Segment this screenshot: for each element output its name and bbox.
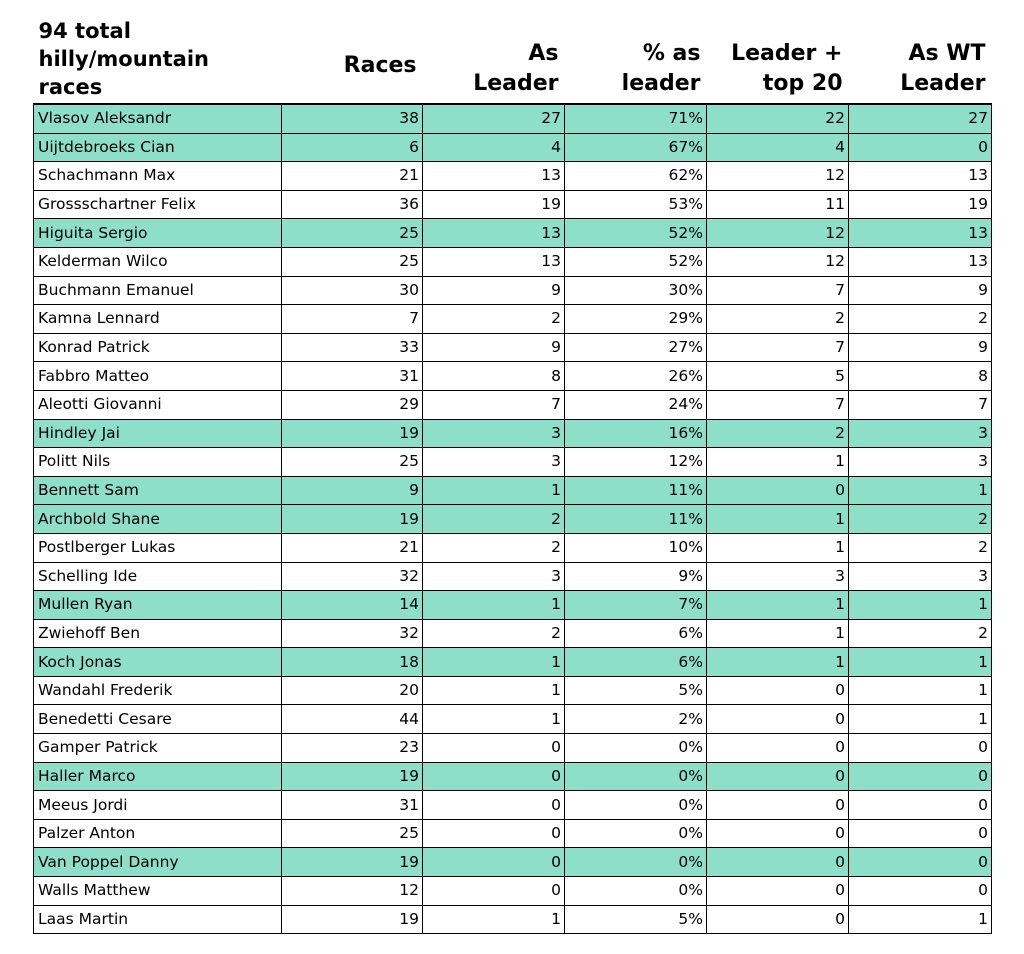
cell-pct-leader: 27% bbox=[565, 333, 707, 362]
cell-pct-leader: 5% bbox=[565, 905, 707, 934]
cell-wt-leader: 27 bbox=[849, 104, 992, 133]
cell-pct-leader: 6% bbox=[565, 619, 707, 648]
cell-rider-name: Wandahl Frederik bbox=[34, 676, 282, 705]
cell-races: 38 bbox=[282, 104, 423, 133]
cell-pct-leader: 9% bbox=[565, 562, 707, 591]
header-wt-leader-line-1: As WT bbox=[908, 41, 986, 66]
cell-as-leader: 0 bbox=[423, 762, 565, 791]
cell-as-leader: 0 bbox=[423, 819, 565, 848]
cell-leader-top20: 1 bbox=[707, 505, 849, 534]
cell-pct-leader: 71% bbox=[565, 104, 707, 133]
cell-leader-top20: 0 bbox=[707, 476, 849, 505]
table-row bbox=[34, 734, 992, 763]
cell-wt-leader: 3 bbox=[849, 419, 992, 448]
cell-rider-name: Meeus Jordi bbox=[34, 791, 282, 820]
cell-races: 19 bbox=[282, 848, 423, 877]
cell-wt-leader: 1 bbox=[849, 676, 992, 705]
cell-as-leader: 1 bbox=[423, 676, 565, 705]
table-row bbox=[34, 390, 992, 419]
cell-rider-name: Archbold Shane bbox=[34, 505, 282, 534]
cell-rider-name: Uijtdebroeks Cian bbox=[34, 133, 282, 162]
cell-races: 20 bbox=[282, 676, 423, 705]
cell-pct-leader: 0% bbox=[565, 819, 707, 848]
cell-leader-top20: 12 bbox=[707, 247, 849, 276]
cell-races: 9 bbox=[282, 476, 423, 505]
cell-leader-top20: 0 bbox=[707, 905, 849, 934]
header-title-line-1: 94 total bbox=[38, 19, 131, 43]
cell-leader-top20: 2 bbox=[707, 305, 849, 334]
cell-pct-leader: 12% bbox=[565, 448, 707, 477]
cell-races: 32 bbox=[282, 619, 423, 648]
cell-pct-leader: 0% bbox=[565, 791, 707, 820]
cell-as-leader: 9 bbox=[423, 333, 565, 362]
header-row bbox=[34, 8, 992, 104]
cell-rider-name: Kamna Lennard bbox=[34, 305, 282, 334]
table-row bbox=[34, 104, 992, 133]
cell-as-leader: 2 bbox=[423, 533, 565, 562]
cell-rider-name: Gamper Patrick bbox=[34, 734, 282, 763]
cell-pct-leader: 29% bbox=[565, 305, 707, 334]
cell-as-leader: 1 bbox=[423, 905, 565, 934]
cell-pct-leader: 11% bbox=[565, 505, 707, 534]
cell-rider-name: Haller Marco bbox=[34, 762, 282, 791]
cell-pct-leader: 0% bbox=[565, 877, 707, 906]
table-row bbox=[34, 305, 992, 334]
cell-pct-leader: 26% bbox=[565, 362, 707, 391]
table-row bbox=[34, 791, 992, 820]
cell-leader-top20: 0 bbox=[707, 848, 849, 877]
table-row bbox=[34, 533, 992, 562]
cell-races: 25 bbox=[282, 219, 423, 248]
cell-races: 31 bbox=[282, 791, 423, 820]
cell-as-leader: 13 bbox=[423, 219, 565, 248]
cell-as-leader: 1 bbox=[423, 648, 565, 677]
cell-as-leader: 13 bbox=[423, 162, 565, 191]
cell-leader-top20: 3 bbox=[707, 562, 849, 591]
cell-rider-name: Konrad Patrick bbox=[34, 333, 282, 362]
spreadsheet bbox=[33, 8, 991, 934]
cell-races: 36 bbox=[282, 190, 423, 219]
header-title-line-2: hilly/mountain bbox=[38, 47, 209, 71]
cell-pct-leader: 62% bbox=[565, 162, 707, 191]
cell-races: 25 bbox=[282, 448, 423, 477]
cell-leader-top20: 0 bbox=[707, 676, 849, 705]
cell-wt-leader: 1 bbox=[849, 476, 992, 505]
cell-races: 7 bbox=[282, 305, 423, 334]
cell-rider-name: Van Poppel Danny bbox=[34, 848, 282, 877]
cell-races: 14 bbox=[282, 591, 423, 620]
header-as-leader bbox=[423, 8, 565, 104]
header-leader-top20 bbox=[707, 8, 849, 104]
cell-as-leader: 3 bbox=[423, 419, 565, 448]
cell-pct-leader: 11% bbox=[565, 476, 707, 505]
table-row bbox=[34, 705, 992, 734]
cell-races: 23 bbox=[282, 734, 423, 763]
cell-pct-leader: 0% bbox=[565, 848, 707, 877]
cell-as-leader: 0 bbox=[423, 734, 565, 763]
cell-rider-name: Vlasov Aleksandr bbox=[34, 104, 282, 133]
cell-pct-leader: 52% bbox=[565, 247, 707, 276]
cell-races: 19 bbox=[282, 762, 423, 791]
table-row bbox=[34, 219, 992, 248]
cell-wt-leader: 1 bbox=[849, 591, 992, 620]
cell-as-leader: 27 bbox=[423, 104, 565, 133]
cell-wt-leader: 2 bbox=[849, 619, 992, 648]
cell-rider-name: Aleotti Giovanni bbox=[34, 390, 282, 419]
table-row bbox=[34, 676, 992, 705]
cell-leader-top20: 1 bbox=[707, 448, 849, 477]
cell-wt-leader: 0 bbox=[849, 877, 992, 906]
header-title-line-3: races bbox=[38, 75, 103, 99]
cell-pct-leader: 53% bbox=[565, 190, 707, 219]
cell-rider-name: Fabbro Matteo bbox=[34, 362, 282, 391]
cell-rider-name: Kelderman Wilco bbox=[34, 247, 282, 276]
header-leader-top20-line-2: top 20 bbox=[762, 71, 843, 96]
cell-as-leader: 2 bbox=[423, 505, 565, 534]
cell-leader-top20: 1 bbox=[707, 648, 849, 677]
cell-rider-name: Palzer Anton bbox=[34, 819, 282, 848]
table-row bbox=[34, 247, 992, 276]
cell-races: 19 bbox=[282, 905, 423, 934]
table-row bbox=[34, 419, 992, 448]
table-row bbox=[34, 848, 992, 877]
cell-pct-leader: 5% bbox=[565, 676, 707, 705]
cell-wt-leader: 1 bbox=[849, 648, 992, 677]
cell-as-leader: 4 bbox=[423, 133, 565, 162]
cell-leader-top20: 0 bbox=[707, 791, 849, 820]
cell-rider-name: Benedetti Cesare bbox=[34, 705, 282, 734]
cell-wt-leader: 3 bbox=[849, 448, 992, 477]
cell-wt-leader: 1 bbox=[849, 905, 992, 934]
table-row bbox=[34, 276, 992, 305]
cell-wt-leader: 0 bbox=[849, 848, 992, 877]
cell-wt-leader: 13 bbox=[849, 162, 992, 191]
cell-as-leader: 0 bbox=[423, 877, 565, 906]
cell-rider-name: Zwiehoff Ben bbox=[34, 619, 282, 648]
cell-as-leader: 13 bbox=[423, 247, 565, 276]
cell-wt-leader: 7 bbox=[849, 390, 992, 419]
table-row bbox=[34, 133, 992, 162]
cell-races: 21 bbox=[282, 162, 423, 191]
header-races-label: Races bbox=[343, 53, 417, 78]
cell-as-leader: 8 bbox=[423, 362, 565, 391]
header-pct-leader bbox=[565, 8, 707, 104]
cell-rider-name: Buchmann Emanuel bbox=[34, 276, 282, 305]
cell-rider-name: Koch Jonas bbox=[34, 648, 282, 677]
cell-leader-top20: 0 bbox=[707, 877, 849, 906]
header-leader-top20-line-1: Leader + bbox=[731, 41, 843, 66]
cell-races: 6 bbox=[282, 133, 423, 162]
cell-races: 19 bbox=[282, 505, 423, 534]
table-row bbox=[34, 476, 992, 505]
table-row bbox=[34, 877, 992, 906]
table-row bbox=[34, 333, 992, 362]
cell-as-leader: 7 bbox=[423, 390, 565, 419]
cell-as-leader: 2 bbox=[423, 619, 565, 648]
cell-wt-leader: 0 bbox=[849, 762, 992, 791]
header-wt-leader bbox=[849, 8, 992, 104]
cell-wt-leader: 2 bbox=[849, 505, 992, 534]
cell-wt-leader: 13 bbox=[849, 247, 992, 276]
cell-rider-name: Politt Nils bbox=[34, 448, 282, 477]
cell-leader-top20: 1 bbox=[707, 619, 849, 648]
cell-rider-name: Mullen Ryan bbox=[34, 591, 282, 620]
cell-rider-name: Walls Matthew bbox=[34, 877, 282, 906]
table-row bbox=[34, 162, 992, 191]
cell-as-leader: 9 bbox=[423, 276, 565, 305]
cell-rider-name: Grossschartner Felix bbox=[34, 190, 282, 219]
cell-as-leader: 19 bbox=[423, 190, 565, 219]
table-row bbox=[34, 562, 992, 591]
header-pct-leader-line-1: % as bbox=[642, 41, 701, 66]
cell-pct-leader: 16% bbox=[565, 419, 707, 448]
cell-as-leader: 1 bbox=[423, 705, 565, 734]
cell-wt-leader: 2 bbox=[849, 305, 992, 334]
table-row bbox=[34, 762, 992, 791]
cell-pct-leader: 6% bbox=[565, 648, 707, 677]
cell-wt-leader: 9 bbox=[849, 333, 992, 362]
cell-rider-name: Hindley Jai bbox=[34, 419, 282, 448]
cell-as-leader: 1 bbox=[423, 476, 565, 505]
header-pct-leader-line-2: leader bbox=[621, 71, 701, 96]
cell-pct-leader: 67% bbox=[565, 133, 707, 162]
cell-rider-name: Postlberger Lukas bbox=[34, 533, 282, 562]
cell-leader-top20: 0 bbox=[707, 734, 849, 763]
cell-races: 25 bbox=[282, 247, 423, 276]
cell-rider-name: Schachmann Max bbox=[34, 162, 282, 191]
cell-as-leader: 2 bbox=[423, 305, 565, 334]
cell-pct-leader: 10% bbox=[565, 533, 707, 562]
cell-pct-leader: 2% bbox=[565, 705, 707, 734]
cell-races: 12 bbox=[282, 877, 423, 906]
cell-leader-top20: 7 bbox=[707, 333, 849, 362]
table-row bbox=[34, 819, 992, 848]
header-races bbox=[282, 8, 423, 104]
cell-leader-top20: 12 bbox=[707, 219, 849, 248]
cell-wt-leader: 19 bbox=[849, 190, 992, 219]
cell-wt-leader: 13 bbox=[849, 219, 992, 248]
cell-races: 31 bbox=[282, 362, 423, 391]
cell-leader-top20: 7 bbox=[707, 390, 849, 419]
cell-as-leader: 3 bbox=[423, 448, 565, 477]
header-title bbox=[34, 8, 282, 104]
cell-wt-leader: 0 bbox=[849, 819, 992, 848]
cell-as-leader: 1 bbox=[423, 591, 565, 620]
cell-leader-top20: 0 bbox=[707, 762, 849, 791]
table-row bbox=[34, 648, 992, 677]
cell-leader-top20: 0 bbox=[707, 705, 849, 734]
cell-leader-top20: 11 bbox=[707, 190, 849, 219]
cell-wt-leader: 1 bbox=[849, 705, 992, 734]
cell-leader-top20: 4 bbox=[707, 133, 849, 162]
cell-wt-leader: 0 bbox=[849, 734, 992, 763]
cell-leader-top20: 7 bbox=[707, 276, 849, 305]
table-row bbox=[34, 905, 992, 934]
cell-as-leader: 0 bbox=[423, 848, 565, 877]
cell-races: 19 bbox=[282, 419, 423, 448]
table-row bbox=[34, 619, 992, 648]
cell-races: 30 bbox=[282, 276, 423, 305]
table-row bbox=[34, 362, 992, 391]
cell-rider-name: Higuita Sergio bbox=[34, 219, 282, 248]
table-row bbox=[34, 505, 992, 534]
cell-wt-leader: 0 bbox=[849, 791, 992, 820]
header-as-leader-line-2: Leader bbox=[473, 71, 559, 96]
cell-races: 25 bbox=[282, 819, 423, 848]
table-row bbox=[34, 591, 992, 620]
cell-rider-name: Laas Martin bbox=[34, 905, 282, 934]
cell-pct-leader: 30% bbox=[565, 276, 707, 305]
cell-races: 18 bbox=[282, 648, 423, 677]
cell-wt-leader: 0 bbox=[849, 133, 992, 162]
cell-leader-top20: 0 bbox=[707, 819, 849, 848]
cell-leader-top20: 1 bbox=[707, 533, 849, 562]
cell-as-leader: 0 bbox=[423, 791, 565, 820]
cell-races: 44 bbox=[282, 705, 423, 734]
cell-leader-top20: 5 bbox=[707, 362, 849, 391]
cell-wt-leader: 9 bbox=[849, 276, 992, 305]
cell-races: 32 bbox=[282, 562, 423, 591]
cell-wt-leader: 3 bbox=[849, 562, 992, 591]
cell-as-leader: 3 bbox=[423, 562, 565, 591]
cell-leader-top20: 22 bbox=[707, 104, 849, 133]
cell-races: 33 bbox=[282, 333, 423, 362]
cell-races: 29 bbox=[282, 390, 423, 419]
cell-rider-name: Schelling Ide bbox=[34, 562, 282, 591]
rider-stats-table bbox=[33, 8, 992, 934]
header-wt-leader-line-2: Leader bbox=[900, 71, 986, 96]
cell-pct-leader: 52% bbox=[565, 219, 707, 248]
cell-leader-top20: 2 bbox=[707, 419, 849, 448]
cell-wt-leader: 8 bbox=[849, 362, 992, 391]
table-row bbox=[34, 190, 992, 219]
cell-pct-leader: 0% bbox=[565, 734, 707, 763]
cell-wt-leader: 2 bbox=[849, 533, 992, 562]
table-row bbox=[34, 448, 992, 477]
header-as-leader-line-1: As bbox=[528, 41, 559, 66]
cell-pct-leader: 7% bbox=[565, 591, 707, 620]
cell-pct-leader: 24% bbox=[565, 390, 707, 419]
cell-leader-top20: 1 bbox=[707, 591, 849, 620]
cell-leader-top20: 12 bbox=[707, 162, 849, 191]
cell-races: 21 bbox=[282, 533, 423, 562]
cell-rider-name: Bennett Sam bbox=[34, 476, 282, 505]
cell-pct-leader: 0% bbox=[565, 762, 707, 791]
